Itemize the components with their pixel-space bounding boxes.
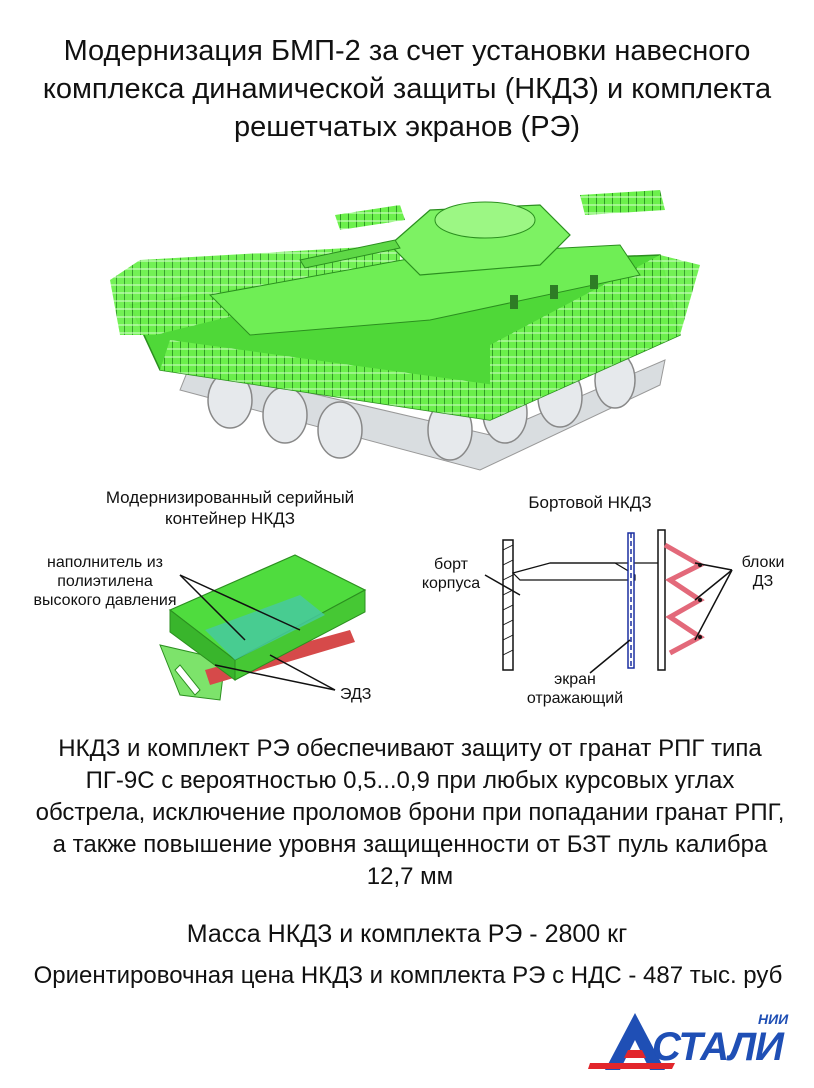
screen-label: экран отражающий: [526, 671, 624, 707]
price-line: Ориентировочная цена НКДЗ и комплекта РЭ с НДС - 487 тыс. руб: [33, 962, 783, 989]
page-title: Модернизация БМП-2 за счет установки навесного комплекса динамической защиты (НКДЗ) и комплекта решетчатых экранов (РЭ): [42, 35, 772, 143]
container-caption: Модернизированный серийный контейнер НКДЗ: [105, 488, 355, 528]
logo-small-text: НИИ: [758, 1011, 789, 1027]
filler-label: наполнитель из полиэтилена высокого давления: [33, 554, 177, 609]
side-armor-caption: Бортовой НКДЗ: [528, 493, 652, 512]
logo-main-text: СТАЛИ: [652, 1025, 783, 1069]
side-armor-pointer-lines: [480, 555, 740, 680]
tank-illustration: [100, 185, 720, 475]
protection-description: НКДЗ и комплект РЭ обеспечивают защиту от гранат РПГ типа ПГ-9С с вероятностью 0,5...0,9 при любых курсовых углах обстрела, исключение проломов брони при попадании гранат РПГ, а также повышение уровня защищенности от БЗТ пуль калибра 12,7 мм: [35, 735, 785, 890]
container-pointer-lines: [170, 570, 370, 700]
nii-stali-logo: [580, 1005, 805, 1075]
edz-label: ЭДЗ: [340, 686, 372, 703]
mass-line: Масса НКДЗ и комплекта РЭ - 2800 кг: [186, 920, 628, 948]
blocks-label: блоки ДЗ: [741, 554, 785, 590]
hull-label: борт корпуса: [421, 556, 481, 592]
